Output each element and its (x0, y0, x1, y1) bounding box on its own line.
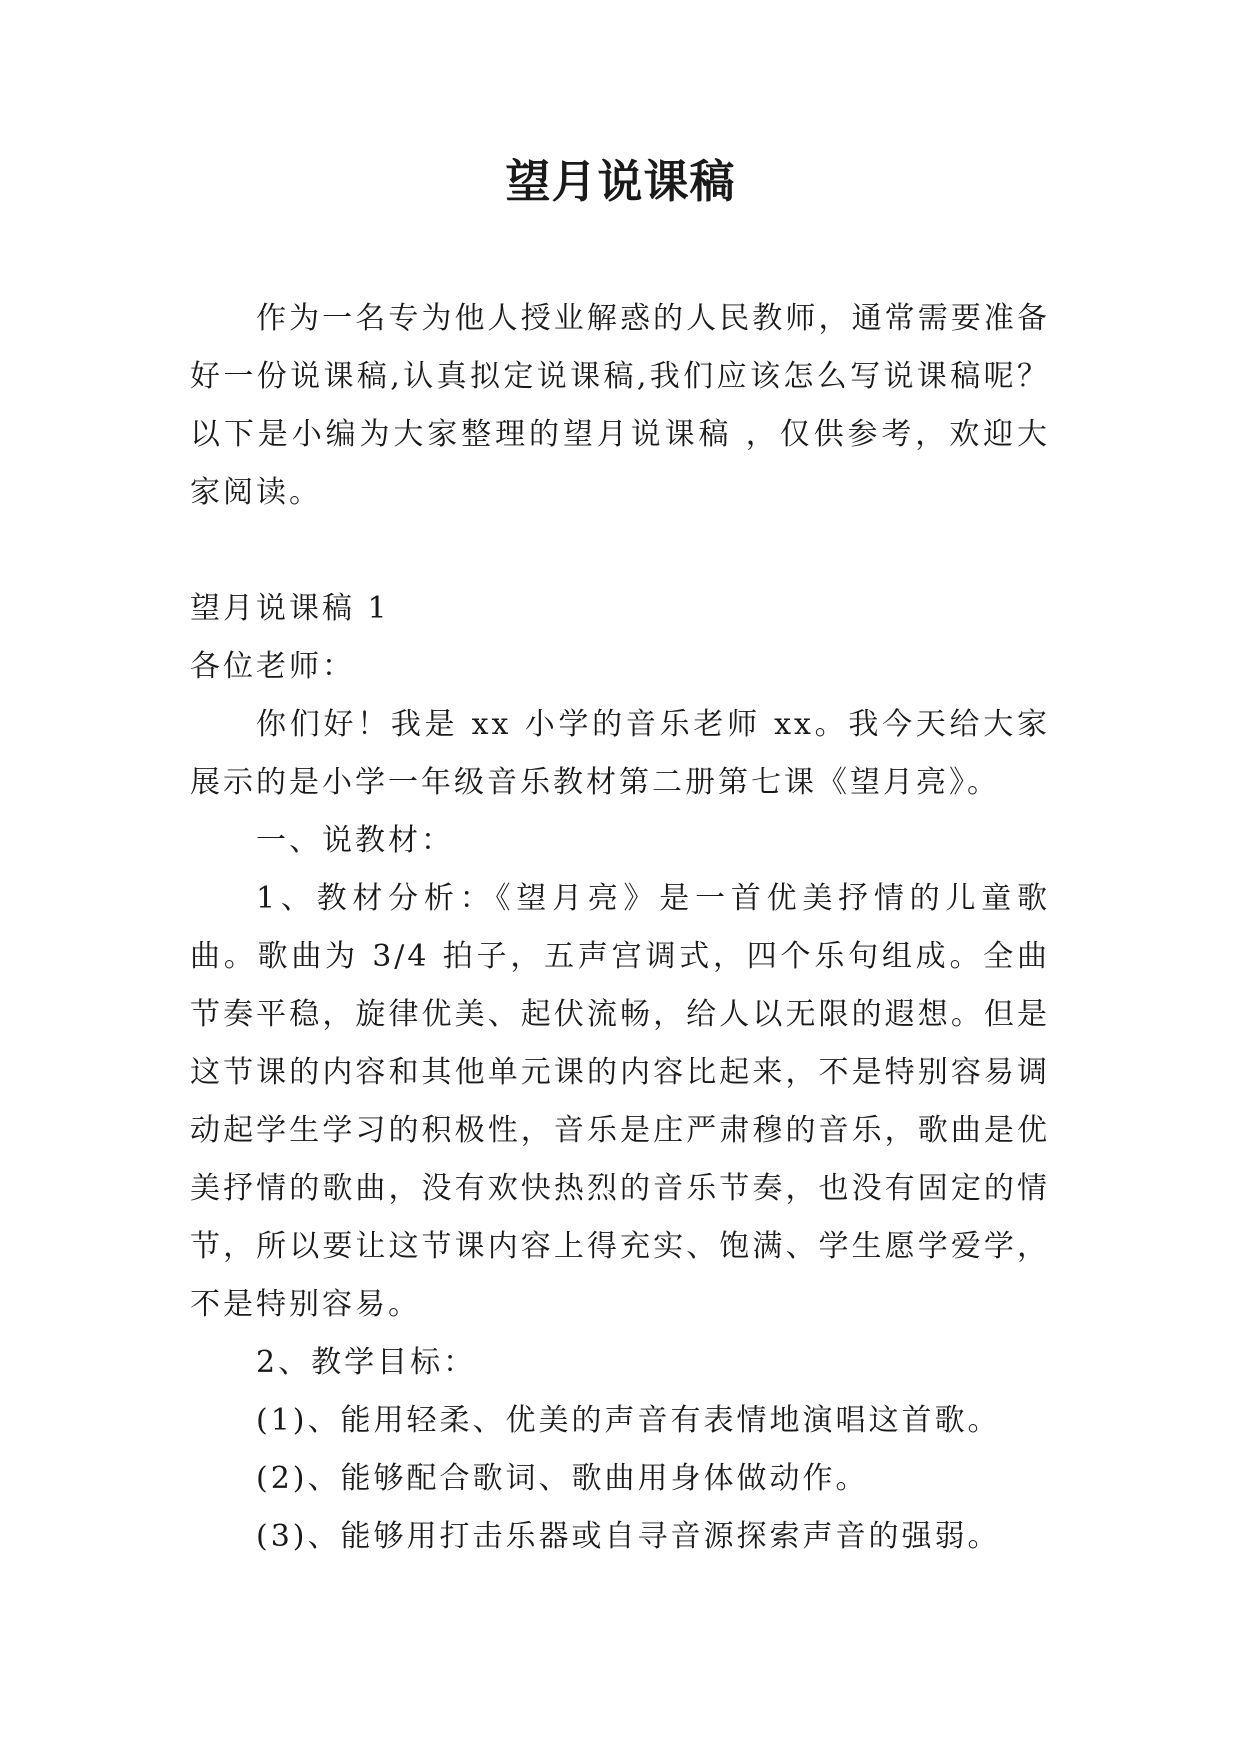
salutation: 各位老师： (190, 649, 355, 684)
goals-heading: 2、教学目标： (256, 1345, 477, 1380)
section-heading: 望月说课稿 1 (190, 591, 390, 626)
goal-item: (3)、能够用打击乐器或自寻音源探索声音的强弱。 (256, 1519, 1001, 1554)
document-body (190, 290, 1050, 1566)
greeting-paragraph: 你们好！我是 xx 小学的音乐老师 xx。我今天给大家展示的是小学一年级音乐教材第二册第七课《望月亮》。 (190, 707, 1050, 800)
goal-item: (1)、能用轻柔、优美的声音有表情地演唱这首歌。 (256, 1403, 1001, 1438)
document-title: 望月说课稿 (505, 155, 736, 208)
part1-heading: 一、说教材： (256, 823, 454, 858)
intro-paragraph: 作为一名专为他人授业解惑的人民教师，通常需要准备好一份说课稿,认真拟定说课稿,我们应该怎么写说课稿呢？以下是小编为大家整理的望月说课稿 ，仅供参考，欢迎大家阅读。 (190, 301, 1050, 510)
goal-item: (2)、能够配合歌词、歌曲用身体做动作。 (256, 1461, 869, 1496)
analysis-paragraph: 1、教材分析：《望月亮》是一首优美抒情的儿童歌曲。歌曲为 3/4 拍子，五声宫调式，四个乐句组成。全曲节奏平稳，旋律优美、起伏流畅，给人以无限的遐想。但是这节课的内容和其他单元课的内容比起来，不是特别容易调动起学生学习的积极性，音乐是庄严肃穆的音乐，歌曲是优美抒情的歌曲，没有欢快热烈的音乐节奏，也没有固定的情节，所以要让这节课内容上得充实、饱满、学生愿学爱学，不是特别容易。 (190, 881, 1050, 1322)
